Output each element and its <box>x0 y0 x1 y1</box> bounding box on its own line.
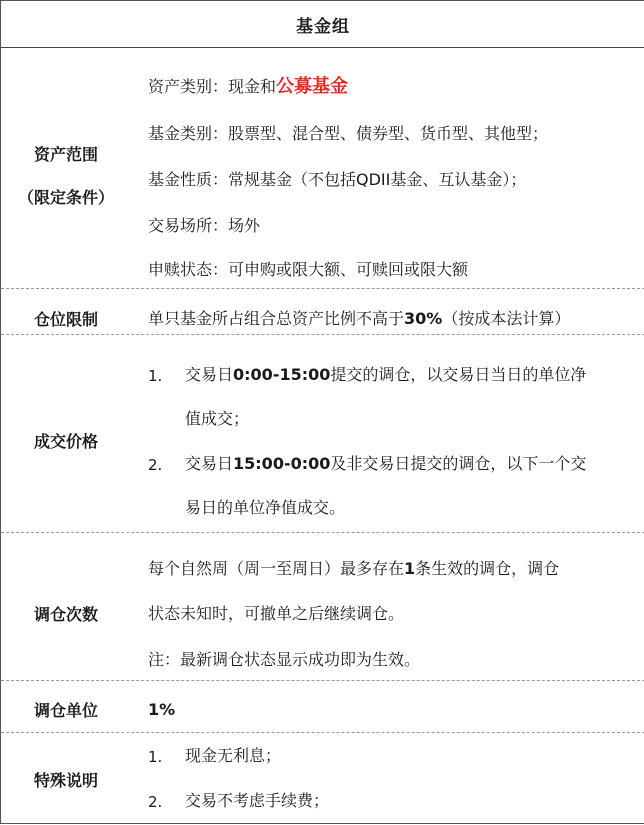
position-limit-text <box>148 308 570 330</box>
price-rule-2-time: 15:00-0:00 <box>233 454 331 473</box>
section-trade-price <box>1 335 644 532</box>
frequency-text-a: 每个自然周（周一至周日）最多存在 <box>148 559 405 578</box>
position-limit-text-a: 单只基金所占组合总资产比例不高于 <box>148 309 405 328</box>
position-limit-text-b: （按成本法计算） <box>442 309 571 328</box>
list-number: 1. <box>148 367 163 385</box>
asset-type-text: 资产类别：现金和 <box>148 77 277 96</box>
special-note-1: 现金无利息； <box>185 746 282 765</box>
price-rule-1-line2: 值成交； <box>185 409 250 428</box>
list-number: 2. <box>148 456 163 474</box>
frequency-count: 1 <box>404 559 416 578</box>
frequency-text-b: 条生效的调仓，调仓 <box>415 559 560 578</box>
list-number: 1. <box>148 748 163 766</box>
label-special-notes: 特殊说明 <box>33 771 98 790</box>
price-rule-1-line1 <box>185 364 586 386</box>
rebalance-unit-value: 1% <box>148 700 176 719</box>
price-rule-1-c: 提交的调仓，以交易日当日的单位净 <box>330 365 587 384</box>
price-rule-2-line2: 易日的单位净值成交。 <box>185 498 346 517</box>
status-line: 申赎状态：可申购或限大额、可赎回或限大额 <box>148 260 469 279</box>
price-rule-2-a: 交易日 <box>185 454 234 473</box>
asset-type-highlight: 公募基金 <box>276 76 349 97</box>
section-rebalance-frequency <box>1 533 644 680</box>
price-rule-2-c: 及非交易日提交的调仓，以下一个交 <box>330 454 587 473</box>
label-asset-scope-qualifier: （限定条件） <box>17 188 114 207</box>
frequency-line2: 状态未知时，可撤单之后继续调仓。 <box>148 604 405 623</box>
label-trade-price: 成交价格 <box>33 432 98 451</box>
section-position-limit <box>1 289 644 333</box>
position-limit-pct: 30% <box>404 309 443 328</box>
section-special-notes <box>1 733 644 825</box>
frequency-line1 <box>148 558 559 580</box>
label-position-limit: 仓位限制 <box>33 310 98 329</box>
special-note-2: 交易不考虑手续费； <box>185 791 330 810</box>
label-asset-scope: 资产范围 <box>33 145 98 164</box>
price-rule-2-line1 <box>185 453 586 475</box>
section-rebalance-unit <box>1 681 644 732</box>
price-rule-1-time: 0:00-15:00 <box>233 365 331 384</box>
fund-types-line: 基金类别：股票型、混合型、债券型、货币型、其他型； <box>148 124 549 143</box>
fund-nature-line: 基金性质：常规基金（不包括QDII基金、互认基金）； <box>148 170 527 189</box>
asset-type-line <box>148 76 348 98</box>
frequency-note: 注：最新调仓状态显示成功即为生效。 <box>148 650 421 669</box>
section-asset-scope <box>1 47 644 288</box>
label-rebalance-frequency: 调仓次数 <box>33 605 98 624</box>
table-title: 基金组 <box>1 1 644 48</box>
price-rule-1-a: 交易日 <box>185 365 234 384</box>
label-rebalance-unit: 调仓单位 <box>33 701 98 720</box>
list-number: 2. <box>148 793 163 811</box>
venue-line: 交易场所：场外 <box>148 216 261 235</box>
